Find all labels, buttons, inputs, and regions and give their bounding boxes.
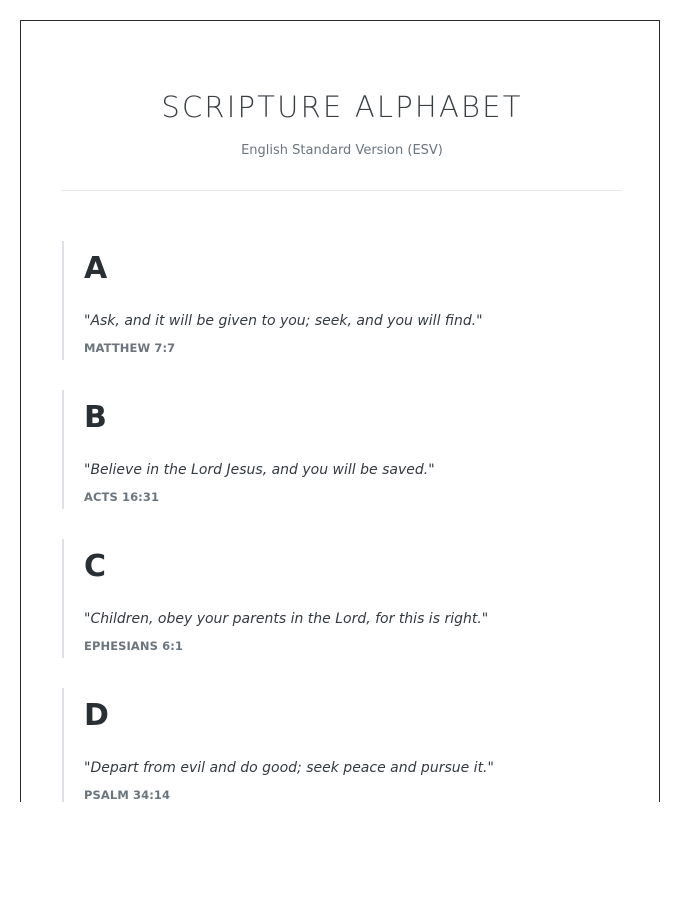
entry-reference: ACTS 16:31 <box>84 490 160 504</box>
entry-reference: MATTHEW 7:7 <box>84 341 176 355</box>
page-content <box>62 21 622 802</box>
entry-list <box>62 241 622 802</box>
entry-b <box>62 390 622 509</box>
header-divider <box>62 190 622 191</box>
page-title: SCRIPTURE ALPHABET <box>161 90 523 124</box>
page-header <box>62 21 622 160</box>
entry-d <box>62 688 622 802</box>
page-frame <box>20 20 660 802</box>
entry-a <box>62 241 622 360</box>
entry-letter: B <box>84 400 107 435</box>
entry-verse: "Ask, and it will be given to you; seek, and you will find." <box>84 313 483 329</box>
page-subtitle: English Standard Version (ESV) <box>241 143 443 158</box>
entry-verse: "Believe in the Lord Jesus, and you will be saved." <box>84 462 435 478</box>
entry-reference: EPHESIANS 6:1 <box>84 639 184 653</box>
entry-letter: A <box>84 251 108 286</box>
entry-verse: "Children, obey your parents in the Lord, for this is right." <box>84 611 489 627</box>
entry-c <box>62 539 622 658</box>
entry-reference: PSALM 34:14 <box>84 788 171 802</box>
entry-letter: C <box>84 549 107 584</box>
entry-verse: "Depart from evil and do good; seek peace and pursue it." <box>84 760 494 776</box>
entry-letter: D <box>84 698 109 733</box>
